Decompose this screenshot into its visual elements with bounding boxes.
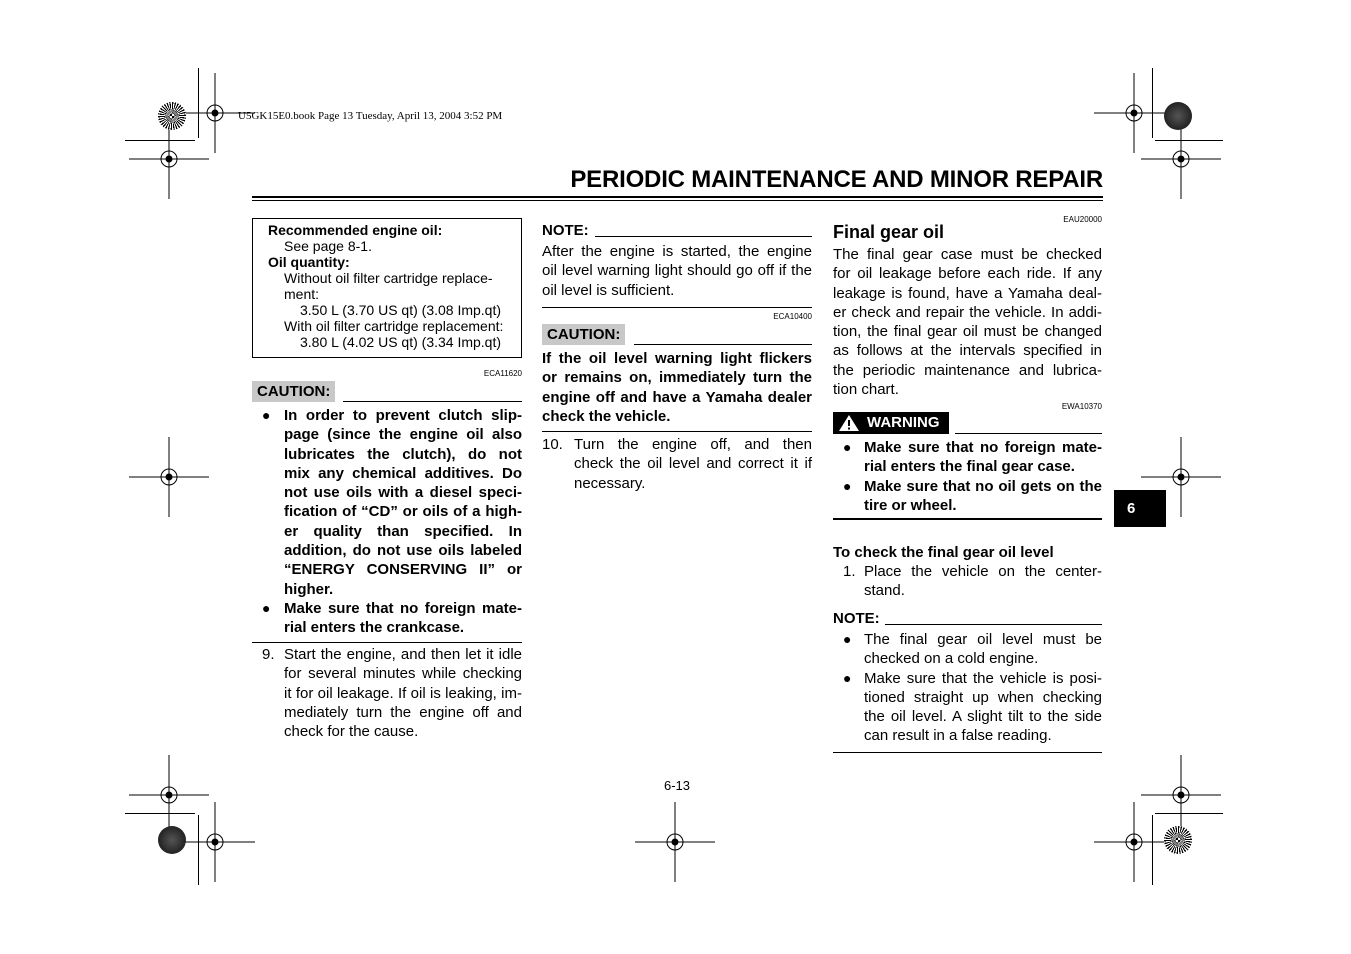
step-10: 10. Turn the engine off, and then check the oil level and correct it if necessary. [542,436,812,492]
warning-bullet-1: Make sure that no foreign mate- rial enters the final gear case. [864,439,1102,476]
note-header-line [595,236,812,237]
title-rule-thin [252,200,1103,201]
with-filter-text: With oil filter cartridge replacement: [284,318,504,334]
caution-end-rule [252,642,522,643]
page-title: PERIODIC MAINTENANCE AND MINOR REPAIR [570,166,1103,193]
caution-label: CAUTION: [252,381,335,402]
warning-triangle-icon [838,414,860,432]
note-end-rule [833,752,1102,753]
oil-spec-box [252,218,522,358]
title-rule [252,196,1103,198]
caution-bullet-2: Make sure that no foreign mate- rial enters the crankcase. [284,599,522,637]
caution-text: If the oil level warning light flickers or remains on, immediately turn the engine off and have a Yamaha dealer check the vehicle. [542,350,812,425]
rosette-top-left [158,102,186,130]
subheading: To check the final gear oil level [833,544,1054,561]
warning-bullet-2: Make sure that no oil gets on the tire or wheel. [864,477,1102,514]
warning-header-line [955,433,1102,434]
caution-header-line [634,344,812,345]
page-number: 6-13 [663,778,691,793]
qty-label: Oil quantity: [268,254,350,270]
step-9: 9. Start the engine, and then let it idle for several minutes while checking it for oil leakage. If oil is leaking, im- mediately turn the engine off and check for the cause. [262,646,522,741]
section-code: EAU20000 [1063,215,1102,224]
rec-oil-label: Recommended engine oil: [268,222,443,238]
note-bullet-list [843,630,1102,746]
without-filter-value: 3.50 L (3.70 US qt) (3.08 Imp.qt) [300,302,502,318]
caution-end-rule [542,431,812,432]
caution-header-line [343,401,522,402]
warning-label: WARNING [867,414,940,431]
note-header-line [885,624,1102,625]
step-number: 10. [542,436,563,453]
caution-code: ECA11620 [483,369,522,378]
step-1: 1. Place the vehicle on the center- stand. [843,563,1102,600]
final-gear-intro: The final gear case must be checked for oil leakage before each ride. If any leakage is found, have a Yamaha deal- er check and repair the vehicle. In addi- tion, the final gear oil must be changed as follows at the intervals specified in the periodic maintenance and lubrica- tion chart. [833,246,1102,399]
rosette-top-right [1164,102,1192,130]
bullet-icon: ● [843,478,852,494]
bullet-icon: ● [843,670,852,686]
note-bullet-1: The final gear oil level must be checked on a cold engine. [864,631,1102,668]
bullet-icon: ● [843,631,852,647]
bullet-icon: ● [262,407,271,423]
note-text: After the engine is started, the engine oil level warning light should go off if the oil level is sufficient. [542,243,812,299]
section-tab: 6 [1114,490,1166,527]
without-filter-text-cont: ment: [284,286,320,302]
caution-bullet-list [262,406,522,638]
bullet-icon: ● [262,600,271,616]
caution-bullet-1: In order to prevent clutch slip- page (since the engine oil also lubricates the clutch), do not mix any chemical additives. Do not use oils with a diesel speci- fication of “CD” or oils of a high- er quality than specified. In addition, do not use oils labeled “ENERGY CONSERVING II” or higher. [284,407,522,598]
note-label: NOTE: [542,222,589,239]
without-filter-text: Without oil filter cartridge replace- [284,270,493,286]
caution-label: CAUTION: [542,324,625,345]
note-end-rule [542,307,812,308]
warning-code: EWA10370 [1061,402,1102,411]
step-number: 1. [843,563,856,580]
warning-label-box [833,412,949,434]
warning-end-rule [833,518,1102,520]
step-number: 9. [262,646,275,663]
bullet-icon: ● [843,439,852,455]
rosette-bottom-left [158,826,186,854]
print-info: U5GK15E0.book Page 13 Tuesday, April 13, 2004 3:52 PM [238,110,503,122]
caution-code: ECA10400 [773,312,812,321]
with-filter-value: 3.80 L (4.02 US qt) (3.34 Imp.qt) [300,334,502,350]
rosette-bottom-right [1164,826,1192,854]
section-heading: Final gear oil [833,222,945,242]
note-bullet-2: Make sure that the vehicle is posi- tioned straight up when checking the oil level. A slight tilt to the side can result in a false reading. [864,669,1102,745]
warning-bullet-list [843,438,1102,515]
note-label: NOTE: [833,610,880,627]
rec-oil-value: See page 8-1. [284,238,372,254]
